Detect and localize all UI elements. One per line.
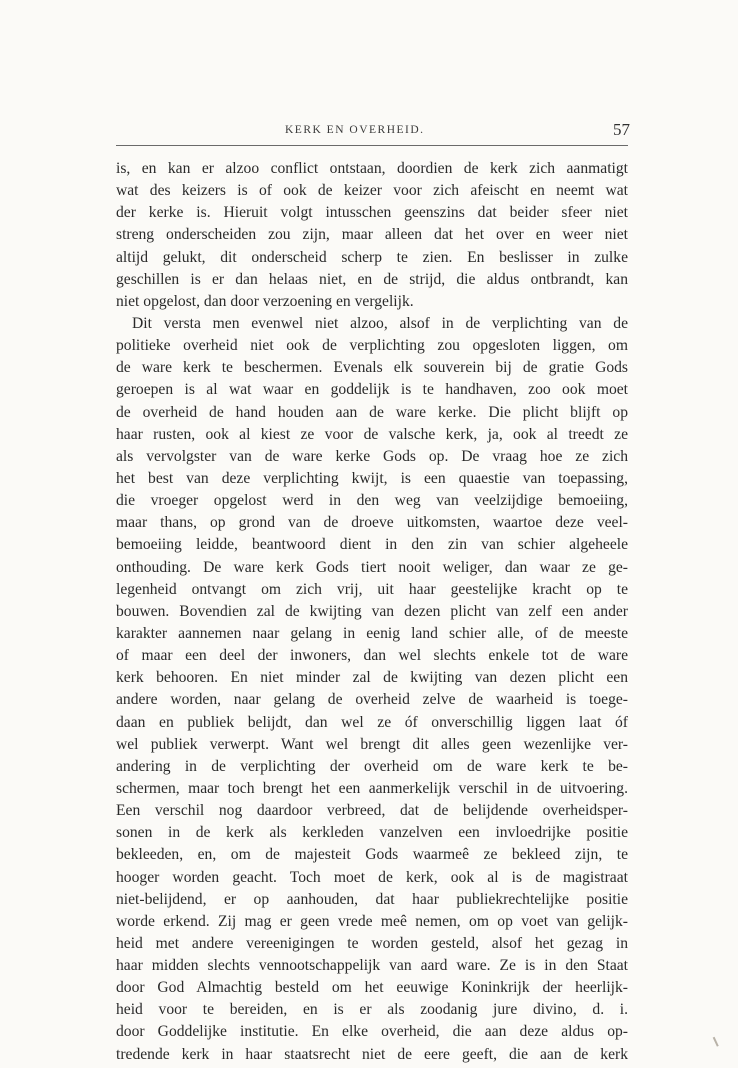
text-line: de ware kerk te beschermen. Evenals elk souverein bij de gratie Gods bbox=[116, 359, 628, 377]
text-line: bouwen. Bovendien zal de kwijting van dezen plicht van zelf een ander bbox=[116, 602, 628, 620]
text-line: die vroeger opgelost werd in den weg van veelzijdige bemoeiing, bbox=[116, 492, 628, 510]
text-line: heid met andere vereenigingen te worden gesteld, alsof het gezag in bbox=[116, 934, 628, 952]
text-line: karakter aannemen naar gelang in eenig land schier alle, of de meeste bbox=[116, 624, 628, 642]
text-line: door Goddelijke institutie. En elke overheid, die aan deze aldus op- bbox=[116, 1023, 628, 1041]
text-line: legenheid ontvangt om zich vrij, uit haar geestelijke kracht op te bbox=[116, 580, 628, 598]
text-line: politieke overheid niet ook de verplichting zou opgesloten liggen, om bbox=[116, 337, 628, 355]
text-line: sonen in de kerk als kerkleden vanzelven een invloedrijke positie bbox=[116, 824, 628, 842]
header-rule bbox=[116, 145, 628, 146]
text-line: haar midden slechts vennootschappelijk van aard ware. Ze is in den Staat bbox=[116, 957, 628, 975]
text-line: als vervolgster van de ware kerke Gods op. De vraag hoe ze zich bbox=[116, 447, 628, 465]
text-line: wel publiek verwerpt. Want wel brengt dit alles geen wezenlijke ver- bbox=[116, 735, 628, 753]
text-line: andering in de verplichting der overheid om de ware kerk te be- bbox=[116, 757, 628, 775]
text-line: Dit versta men evenwel niet alzoo, alsof in de verplichting van de bbox=[132, 314, 628, 332]
text-line: kerk behooren. En niet minder zal de kwijting van dezen plicht een bbox=[116, 669, 628, 687]
running-title: KERK EN OVERHEID. bbox=[285, 124, 425, 136]
text-line: de overheid de hand houden aan de ware kerke. Die plicht blijft op bbox=[116, 403, 628, 421]
text-line: heid voor te bereiden, en is er als zoodanig jure divino, d. i. bbox=[116, 1001, 628, 1019]
text-line: hooger worden geacht. Toch moet de kerk, ook al is de magistraat bbox=[116, 868, 628, 886]
text-line: bekleeden, en, om de majesteit Gods waarmeê ze bekleed zijn, te bbox=[116, 846, 628, 864]
text-line: daan en publiek belijdt, dan wel ze óf onverschillig liggen laat óf bbox=[116, 713, 628, 731]
text-line: niet opgelost, dan door verzoening en vergelijk. bbox=[116, 292, 414, 310]
text-line: is, en kan er alzoo conflict ontstaan, doordien de kerk zich aanmatigt bbox=[116, 160, 628, 177]
text-line: altijd gelukt, dit onderscheid scherp te zien. En beslisser in zulke bbox=[116, 248, 628, 266]
text-line: geschillen is er dan helaas niet, en de strijd, die aldus ontbrandt, kan bbox=[116, 270, 628, 288]
text-line: streng onderscheiden zou zijn, maar alleen dat het over en weer niet bbox=[116, 226, 628, 244]
running-head bbox=[110, 120, 630, 144]
text-line: andere worden, naar gelang de overheid zelve de waarheid is toege- bbox=[116, 691, 628, 709]
text-line: maar thans, op grond van de droeve uitkomsten, waartoe deze veel- bbox=[116, 514, 628, 532]
text-line: onthouding. De ware kerk Gods tiert nooit weliger, dan waar ze ge- bbox=[116, 558, 628, 576]
body-text bbox=[116, 158, 628, 1066]
text-line: Een verschil nog daardoor verbreed, dat de belijdende overheidsper- bbox=[116, 802, 628, 820]
page-number: 57 bbox=[613, 120, 630, 139]
text-line: worde erkend. Zij mag er geen vrede meê nemen, om op voet van gelijk- bbox=[116, 912, 628, 930]
text-line: geroepen is al wat waar en goddelijk is te handhaven, zoo ook moet bbox=[116, 381, 628, 399]
text-line: door God Almachtig besteld om het eeuwige Koninkrijk der heerlijk- bbox=[116, 979, 628, 997]
text-line: het best van deze verplichting kwijt, is een quaestie van toepassing, bbox=[116, 469, 628, 487]
text-line: schermen, maar toch brengt het een aanmerkelijk verschil in de uitvoering. bbox=[116, 779, 628, 797]
text-line: niet-belijdend, er op aanhouden, dat haar publiekrechtelijke positie bbox=[116, 890, 628, 908]
text-line: of maar een deel der inwoners, dan wel slechts enkele tot de ware bbox=[116, 647, 628, 665]
text-line: der kerke is. Hieruit volgt intusschen geenszins dat beider sfeer niet bbox=[116, 204, 628, 222]
text-line: wat des keizers is of ook de keizer voor zich afeischt en neemt wat bbox=[116, 182, 628, 200]
scan-mark bbox=[707, 1037, 718, 1049]
text-line: bemoeiing leidde, beantwoord dient in den zin van schier algeheele bbox=[116, 536, 628, 554]
text-line: tredende kerk in haar staatsrecht niet de eere geeft, die aan de kerk bbox=[116, 1045, 628, 1063]
text-line: haar rusten, ook al kiest ze voor de valsche kerk, ja, ook al treedt ze bbox=[116, 425, 628, 443]
